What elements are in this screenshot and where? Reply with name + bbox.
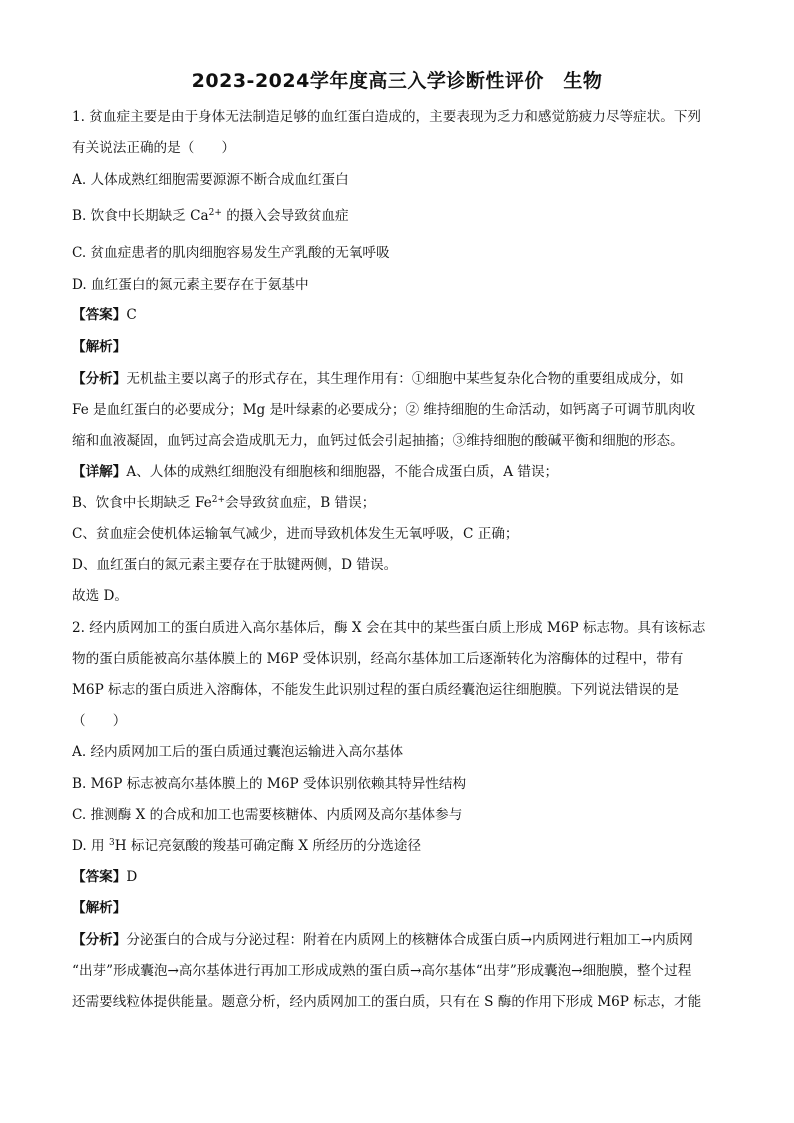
q1-xiangjie-b: B、饮食中长期缺乏 $Fe^{2+}$会导致贫血症，B 错误；: [72, 495, 376, 511]
q2-option-a: A. 经内质网加工后的蛋白质通过囊泡运输进入高尔基体: [72, 744, 404, 760]
q1-fenxi-line2: Fe 是血红蛋白的必要成分；Mg 是叶绿素的必要成分；② 维持细胞的生命活动，如钙离子可调节肌肉收: [72, 402, 696, 418]
q1-fenxi-line1: 【分析】无机盐主要以离子的形式存在，其生理作用有：①细胞中某些复杂化合物的重要组成成分，如: [72, 371, 684, 387]
q2-fenxi-line3: 还需要线粒体提供能量。题意分析，经内质网加工的蛋白质，只有在 S 酶的作用下形成 M6P 标志，才能: [72, 994, 702, 1010]
q1-xiangjie-d: D、血红蛋白的氮元素主要存在于肽键两侧，D 错误。: [72, 557, 398, 573]
q1-conclusion: 故选 D。: [72, 588, 129, 604]
q1-fenxi-line3: 缩和血液凝固，血钙过高会造成肌无力，血钙过低会引起抽搐；③维持细胞的酸碱平衡和细胞的形态。: [72, 433, 684, 449]
q1-answer: 【答案】C: [72, 307, 137, 323]
q1-stem-line1: 1. 贫血症主要是由于身体无法制造足够的血红蛋白造成的，主要表现为乏力和感觉筋疲力尽等症状。下列: [72, 109, 702, 125]
q1-option-c: C. 贫血症患者的肌肉细胞容易发生产乳酸的无氧呼吸: [72, 245, 390, 261]
q1-option-a: A. 人体成熟红细胞需要源源不断合成血红蛋白: [72, 172, 349, 188]
q1-stem-line2: 有关说法正确的是（ ）: [72, 140, 236, 156]
page-title: 2023-2024学年度高三入学诊断性评价 生物: [191, 70, 603, 92]
q1-option-b: B. 饮食中长期缺乏 $Ca^{2+}$ 的摄入会导致贫血症: [72, 208, 349, 224]
q2-stem-line2: 物的蛋白质能被高尔基体膜上的 M6P 受体识别，经高尔基体加工后逐渐转化为溶酶体的过程中，带有: [72, 651, 684, 667]
q2-option-b: B. M6P 标志被高尔基体膜上的 M6P 受体识别依赖其特异性结构: [72, 776, 467, 792]
q1-xiangjie-a: 【详解】A、人体的成熟红细胞没有细胞核和细胞器，不能合成蛋白质，A 错误；: [72, 464, 559, 480]
q2-stem-line1: 2. 经内质网加工的蛋白质进入高尔基体后，酶 X 会在其中的某些蛋白质上形成 M6P 标志物。具有该标志: [72, 620, 706, 636]
q2-jiexi-heading: 【解析】: [72, 900, 127, 916]
q2-option-c: C. 推测酶 X 的合成和加工也需要核糖体、内质网及高尔基体参与: [72, 807, 463, 823]
q2-option-d: D. 用 $^3$H 标记亮氨酸的羧基可确定酶 X 所经历的分选途径: [72, 838, 422, 854]
q2-fenxi-line2: “出芽”形成囊泡→高尔基体进行再加工形成成熟的蛋白质→高尔基体“出芽”形成囊泡→细胞膜，整个过程: [72, 963, 692, 979]
q2-fenxi-line1: 【分析】分泌蛋白的合成与分泌过程：附着在内质网上的核糖体合成蛋白质→内质网进行粗加工→内质网: [72, 932, 693, 948]
q2-answer: 【答案】D: [72, 869, 138, 885]
q1-option-d: D. 血红蛋白的氮元素主要存在于氨基中: [72, 277, 309, 293]
q2-stem-line4: （ ）: [72, 713, 127, 729]
q1-xiangjie-c: C、贫血症会使机体运输氧气减少，进而导致机体发生无氧呼吸，C 正确；: [72, 526, 519, 542]
q1-jiexi-heading: 【解析】: [72, 339, 127, 355]
q2-stem-line3: M6P 标志的蛋白质进入溶酶体，不能发生此识别过程的蛋白质经囊泡运往细胞膜。下列说法错误的是: [72, 682, 679, 698]
